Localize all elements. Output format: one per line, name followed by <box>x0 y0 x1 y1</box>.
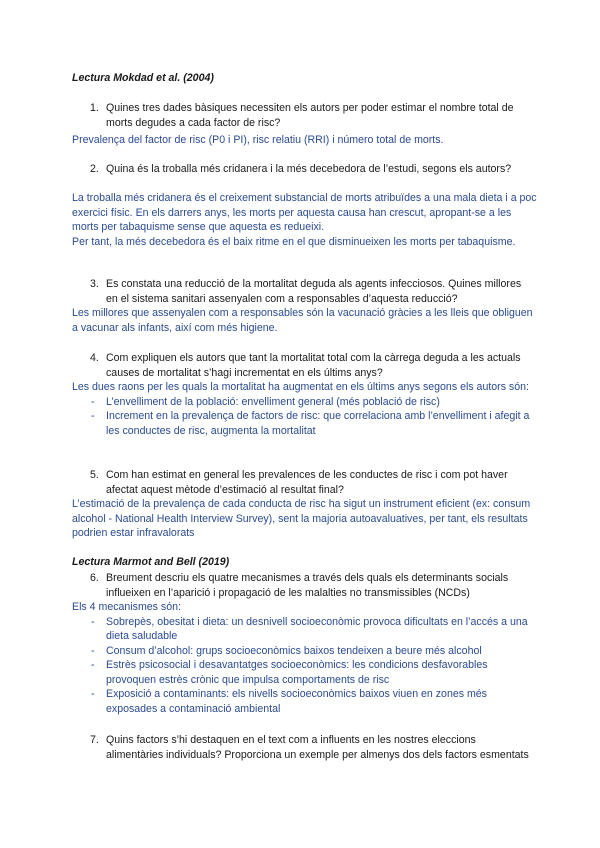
question-6 <box>72 571 532 600</box>
list-item-text: Consum d’alcohol: grups socioeconòmics baixos tendeixen a beure més alcohol <box>106 644 482 657</box>
answer-bullet-list <box>72 615 537 717</box>
question-text: Com expliquen els autors que tant la mortalitat total com la càrrega deguda a les actuals causes de mortalitat s’hagi incrementat en els últims anys? <box>106 352 521 379</box>
question-text: Breument descriu els quatre mecanismes a través dels quals els determinants socials influeixen en l’aparició i propagació de les malalties no transmissibles (NCDs) <box>106 572 509 599</box>
question-number: 7. <box>90 734 99 746</box>
dash-marker: - <box>91 395 95 408</box>
reading-heading-mokdad: Lectura Mokdad et al. (2004) <box>72 72 214 84</box>
question-4 <box>72 351 532 380</box>
answer-4 <box>72 380 537 438</box>
answer-text: La troballa més cridanera és el creixement substancial de morts atribuïdes a una mala dieta i a poc exercici físic. En els darrers anys, les morts per aquesta causa han crescut, apropant-se a les morts per tabaquisme sense que aquesta es redueixi. <box>72 192 537 233</box>
question-5 <box>72 468 532 497</box>
question-2 <box>72 162 532 177</box>
list-item-text: Sobrepès, obesitat i dieta: un desnivell socioeconòmic provoca dificultats en l’accés a una dieta saludable <box>106 615 528 642</box>
question-text: Quins factors s’hi destaquen en el text com a influents en les nostres eleccions alimentàries individuals? Proporciona un exemple per almenys dos dels factors esmentats <box>106 734 529 761</box>
list-item-text: Exposició a contaminants: els nivells socioeconòmics baixos viuen en zones més exposades a contaminació ambiental <box>106 688 487 715</box>
question-text: Quines tres dades bàsiques necessiten els autors per poder estimar el nombre total de morts degudes a cada factor de risc? <box>106 102 514 129</box>
list-item-text: L’envelliment de la població: envelliment general (més població de risc) <box>106 395 440 408</box>
list-item <box>72 644 537 659</box>
answer-1 <box>72 133 537 148</box>
dash-marker: - <box>91 644 95 657</box>
answer-bullet-list <box>72 395 537 439</box>
answer-6 <box>72 600 537 716</box>
question-number: 2. <box>90 163 99 175</box>
answer-text: Per tant, la més decebedora és el baix ritme en el que disminueixen les morts per tabaquisme. <box>72 235 516 248</box>
question-text: Quina és la troballa més cridanera i la més decebedora de l’estudi, segons els autors? <box>106 163 512 175</box>
answer-text: Prevalença del factor de risc (P0 i PI), risc relatiu (RRI) i número total de morts. <box>72 134 444 146</box>
list-item <box>72 615 537 644</box>
answer-5 <box>72 497 537 541</box>
question-3 <box>72 277 532 306</box>
question-number: 5. <box>90 469 99 481</box>
dash-marker: - <box>91 410 95 422</box>
question-7 <box>72 733 532 762</box>
dash-marker: - <box>91 688 95 700</box>
list-item-text: Estrès psicosocial i desavantatges socioeconòmics: les condicions desfavorables provoquen estrès crònic que impulsa comportaments de risc <box>106 659 488 686</box>
answer-3 <box>72 306 537 335</box>
list-item <box>72 658 537 687</box>
question-number: 3. <box>90 278 99 290</box>
dash-marker: - <box>91 615 95 628</box>
reading-heading-marmot-bell: Lectura Marmot and Bell (2019) <box>72 556 230 568</box>
list-item <box>72 395 537 410</box>
answer-intro: Els 4 mecanismes són: <box>72 601 181 613</box>
answer-intro: Les dues raons per les quals la mortalitat ha augmentat en els últims anys segons els autors són: <box>72 381 529 393</box>
list-item <box>72 409 537 438</box>
answer-text: L’estimació de la prevalença de cada conducta de risc ha sigut un instrument eficient (ex: consum alcohol - National Health Interview Survey), sent la majoria autoavaluatives, per tant, els resultats podrien estar infravalorats <box>72 498 531 539</box>
dash-marker: - <box>91 659 95 671</box>
question-number: 4. <box>90 352 99 364</box>
answer-text: Les millores que assenyalen com a responsables són la vacunació gràcies a les lleis que obliguen a vacunar als infants, així com més higiene. <box>72 307 533 334</box>
list-item-text: Increment en la prevalença de factors de risc: que correlaciona amb l’envelliment i afegit a les conductes de risc, augmenta la mortalitat <box>106 410 530 437</box>
answer-2 <box>72 191 537 249</box>
question-1 <box>72 101 532 130</box>
question-number: 6. <box>90 572 99 584</box>
question-text: Es constata una reducció de la mortalitat deguda als agents infecciosos. Quines millores en el sistema sanitari assenyalen com a responsables d’aquesta reducció? <box>106 278 522 305</box>
list-item <box>72 687 537 716</box>
question-number: 1. <box>90 102 99 114</box>
question-text: Com han estimat en general les prevalences de les conductes de risc i com pot haver afectat aquest mètode d’estimació al resultat final? <box>106 469 508 496</box>
